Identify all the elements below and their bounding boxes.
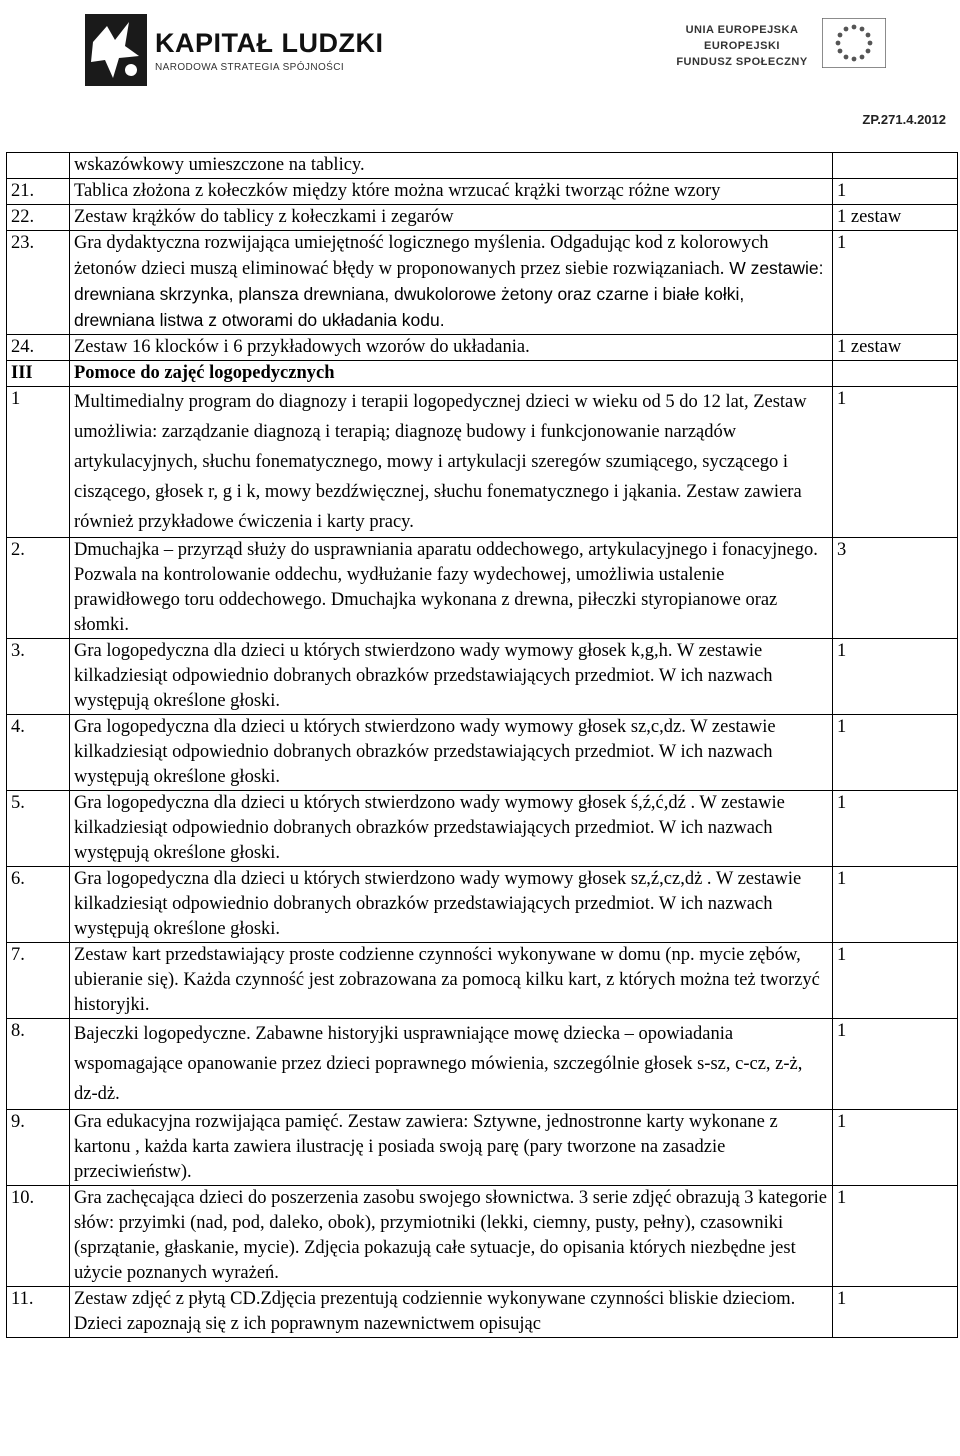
row-description — [70, 179, 833, 205]
row-number: 8. — [7, 1019, 70, 1110]
row-description — [70, 1019, 833, 1110]
row-description — [70, 387, 833, 538]
row-number: 5. — [7, 791, 70, 867]
row-description — [70, 538, 833, 639]
row-number: 21. — [7, 179, 70, 205]
row-description — [70, 639, 833, 715]
table-row — [7, 387, 958, 538]
description-text: Zestaw krążków do tablicy z kołeczkami i zegarów — [74, 207, 454, 227]
row-quantity: 3 — [833, 538, 958, 639]
row-number: 3. — [7, 639, 70, 715]
table-row — [7, 1110, 958, 1186]
description-text: Gra dydaktyczna rozwijająca umiejętność logicznego myślenia. Odgadując kod z kolorowych żetonów dzieci muszą eliminować błędy w proponowanych przez siebie rozwiązaniach. — [74, 233, 769, 279]
description-text: Zestaw 16 klocków i 6 przykładowych wzorów do układania. — [74, 337, 530, 357]
description-text: Pomoce do zajęć logopedycznych — [74, 363, 335, 383]
row-number: 11. — [7, 1287, 70, 1338]
row-number: 7. — [7, 943, 70, 1019]
description-text-continued: W zestawie: drewniana skrzynka, plansza drewniana, dwukolorowe żetony oraz czarne i białe kołki, drewniana listwa z otworami do układania kodu. — [74, 258, 824, 330]
eu-text-line3: FUNDUSZ SPOŁECZNY — [676, 56, 808, 68]
table-row — [7, 538, 958, 639]
table-row — [7, 639, 958, 715]
description-text: Gra logopedyczna dla dzieci u których stwierdzono wady wymowy głosek sz,ź,cz,dż . W zestawie kilkadziesiąt odpowiednio dobranych obrazków przedstawiających przedmiot. W ich nazwach występują określone głoski. — [74, 869, 802, 939]
row-number: 9. — [7, 1110, 70, 1186]
table-row — [7, 231, 958, 335]
table-row — [7, 791, 958, 867]
row-description — [70, 1287, 833, 1338]
eu-text-line1: UNIA EUROPEJSKA — [685, 24, 799, 36]
description-text: Gra logopedyczna dla dzieci u których stwierdzono wady wymowy głosek k,g,h. W zestawie kilkadziesiąt odpowiednio dobranych obrazków przedstawiających przedmiot. W ich nazwach występują określone głoski. — [74, 641, 773, 711]
description-text: wskazówkowy umieszczone na tablicy. — [74, 155, 365, 175]
reference-number: ZP.271.4.2012 — [862, 112, 946, 127]
description-text: Zestaw zdjęć z płytą CD.Zdjęcia prezentują codziennie wykonywane czynności bliskie dzieciom. Dzieci zapoznają się z ich poprawnym nazewnictwem opisując — [74, 1289, 796, 1334]
row-quantity — [833, 153, 958, 179]
row-number: 10. — [7, 1186, 70, 1287]
table-row — [7, 943, 958, 1019]
description-text: Bajeczki logopedyczne. Zabawne historyjki usprawniające mowę dziecka – opowiadania wspomagające opanowanie przez dzieci poprawnego mówienia, szczególnie głosek s-sz, c-cz, z-ż, dz-dż. — [74, 1024, 803, 1104]
description-text: Gra logopedyczna dla dzieci u których stwierdzono wady wymowy głosek sz,c,dz. W zestawie kilkadziesiąt odpowiednio dobranych obrazków przedstawiających przedmiot. W ich nazwach występują określone głoski. — [74, 717, 776, 787]
page-header — [0, 0, 960, 135]
table-row — [7, 205, 958, 231]
row-quantity: 1 — [833, 231, 958, 335]
description-text: Multimedialny program do diagnozy i terapii logopedycznej dzieci w wieku od 5 do 12 lat, Zestaw umożliwia: zarządzanie diagnozą i terapią; diagnozę budowy i funkcjonowanie narządów artykulacyjnych, słuchu fonematycznego, mowy i artykulacji szeregów szumiącego, syczącego i ciszącego, głosek r, g i k, mowy bezdźwięcznej, słuchu fonematycznego i jąkania. Zestaw zawiera również przykładowe ćwiczenia i karty pracy. — [74, 392, 807, 532]
row-quantity: 1 — [833, 715, 958, 791]
description-text: Zestaw kart przedstawiający proste codzienne czynności wykonywane w domu (np. mycie zębów, ubieranie się). Każda czynność jest zobrazowana za pomocą kilku kart, z których można też tworzyć historyjki. — [74, 945, 820, 1015]
row-description — [70, 1110, 833, 1186]
description-text: Dmuchajka – przyrząd służy do usprawniania aparatu oddechowego, artykulacyjnego i fonacyjnego. Pozwala na kontrolowanie oddechu, wydłużanie fazy wydechowej, umożliwia ustalenie prawidłowego toru oddechowego. Dmuchajka wykonana z drewna, piłeczki styropianowe oraz słomki. — [74, 540, 818, 635]
table-row — [7, 179, 958, 205]
row-quantity: 1 — [833, 943, 958, 1019]
row-description — [70, 715, 833, 791]
row-number: 22. — [7, 205, 70, 231]
logo-subtitle: NARODOWA STRATEGIA SPÓJNOŚCI — [155, 62, 345, 73]
row-description — [70, 1186, 833, 1287]
row-quantity: 1 — [833, 387, 958, 538]
row-number — [7, 153, 70, 179]
eu-flag-icon — [822, 18, 886, 68]
row-number: 4. — [7, 715, 70, 791]
row-description — [70, 943, 833, 1019]
description-text: Gra edukacyjna rozwijająca pamięć. Zestaw zawiera: Sztywne, jednostronne karty wykonane z kartonu , każda karta zawiera ilustrację i posiada swoją parę (pary tworzone na zasadzie przeciwieństw). — [74, 1112, 778, 1182]
logo-title: KAPITAŁ LUDZKI — [155, 28, 384, 58]
row-quantity: 1 — [833, 1287, 958, 1338]
row-description — [70, 231, 833, 335]
row-description — [70, 153, 833, 179]
row-description — [70, 867, 833, 943]
row-description — [70, 335, 833, 361]
row-number: 23. — [7, 231, 70, 335]
description-text: Tablica złożona z kołeczków między które można wrzucać krążki tworząc różne wzory — [74, 181, 721, 201]
description-text: Gra logopedyczna dla dzieci u których stwierdzono wady wymowy głosek ś,ź,ć,dź . W zestawie kilkadziesiąt odpowiednio dobranych obrazków przedstawiających przedmiot. W ich nazwach występują określone głoski. — [74, 793, 785, 863]
row-quantity: 1 — [833, 1110, 958, 1186]
table-row — [7, 335, 958, 361]
section-heading — [70, 361, 833, 387]
row-number: 6. — [7, 867, 70, 943]
row-quantity: 1 — [833, 867, 958, 943]
row-description — [70, 205, 833, 231]
eu-text-line2: EUROPEJSKI — [704, 40, 780, 52]
table-row — [7, 1287, 958, 1338]
table-row — [7, 361, 958, 387]
table-row — [7, 153, 958, 179]
row-number: III — [7, 361, 70, 387]
eu-text — [672, 22, 812, 70]
items-table — [6, 152, 958, 1338]
row-quantity: 1 zestaw — [833, 335, 958, 361]
row-number: 24. — [7, 335, 70, 361]
row-quantity: 1 — [833, 639, 958, 715]
row-quantity — [833, 361, 958, 387]
row-number: 1 — [7, 387, 70, 538]
table-row — [7, 1019, 958, 1110]
row-quantity: 1 — [833, 1186, 958, 1287]
table-row — [7, 1186, 958, 1287]
description-text: Gra zachęcająca dzieci do poszerzenia zasobu swojego słownictwa. 3 serie zdjęć obrazują 3 kategorie słów: przyimki (nad, pod, daleko, obok), przymiotniki (lekki, ciemny, pusty, pełny), czasowniki (sprzątanie, głaskanie, mycie). Zdjęcia pokazują całe sytuacje, do opisania których niezbędne jest użycie poznanych wyrażeń. — [74, 1188, 827, 1283]
row-quantity: 1 — [833, 1019, 958, 1110]
table-row — [7, 867, 958, 943]
row-description — [70, 791, 833, 867]
row-number: 2. — [7, 538, 70, 639]
row-quantity: 1 — [833, 179, 958, 205]
row-quantity: 1 zestaw — [833, 205, 958, 231]
table-row — [7, 715, 958, 791]
row-quantity: 1 — [833, 791, 958, 867]
